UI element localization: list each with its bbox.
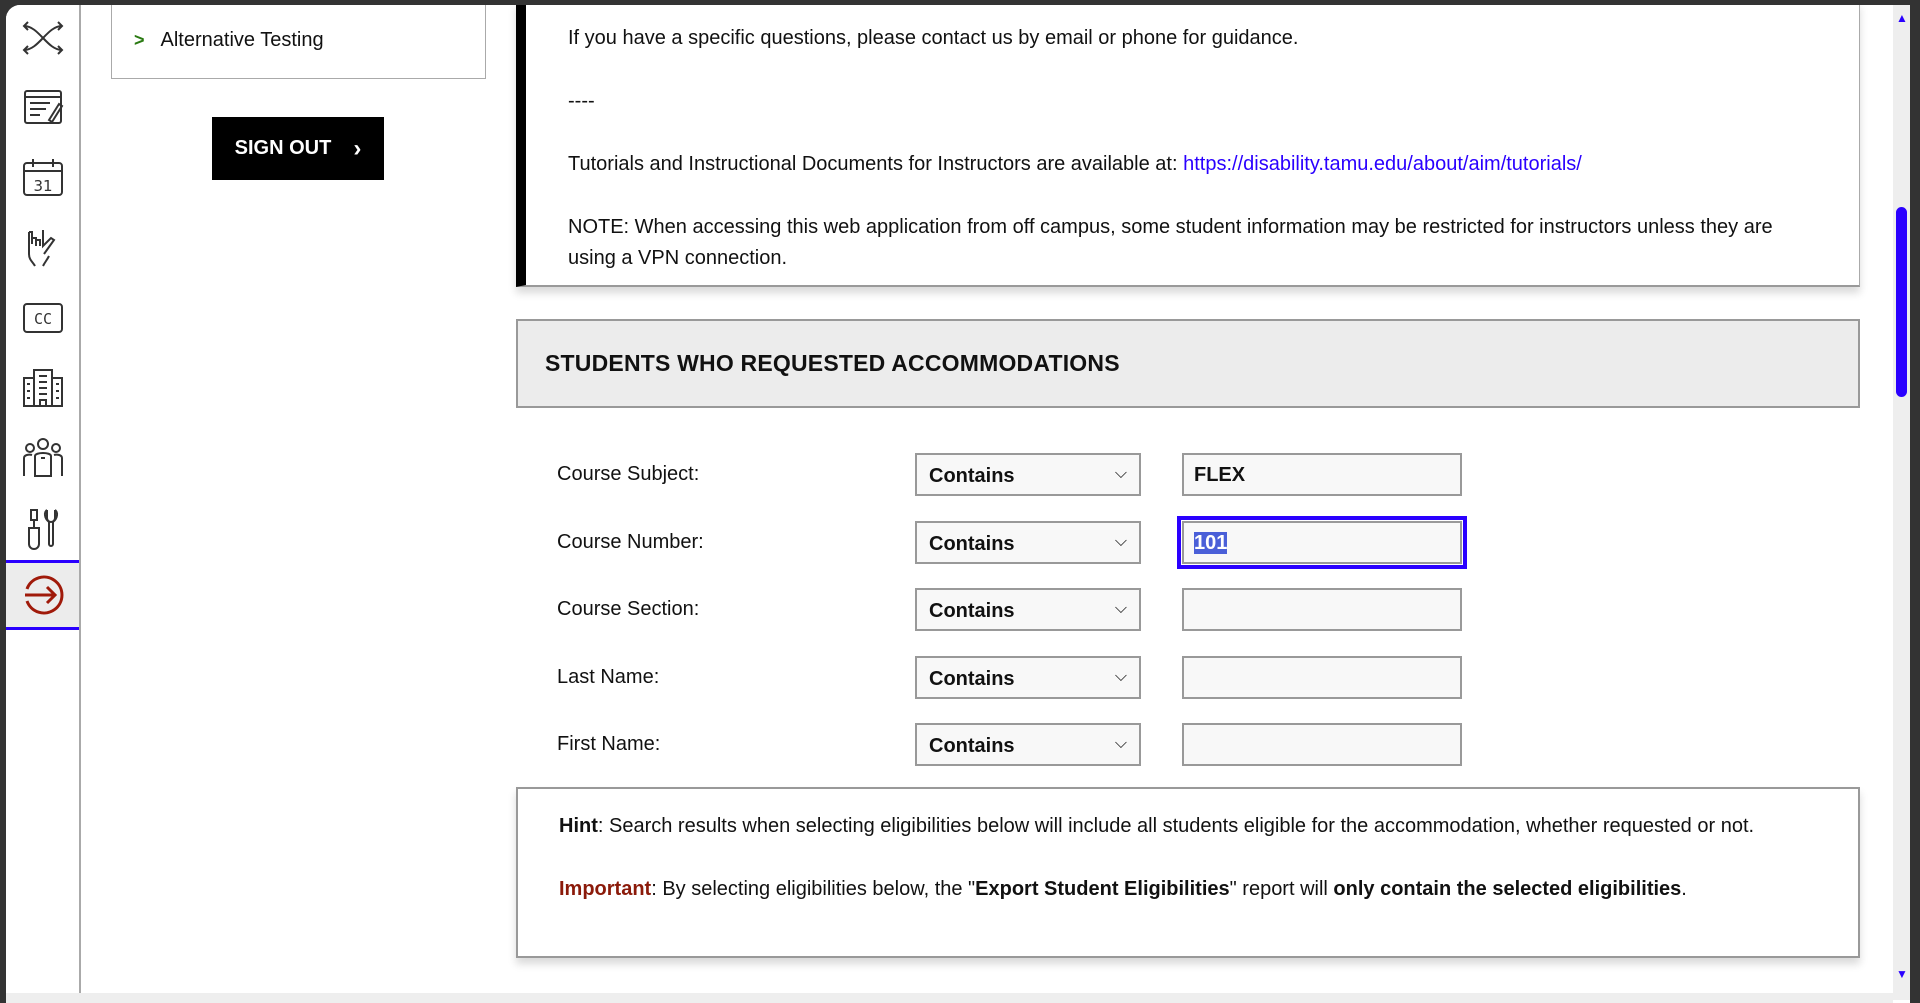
- nav-item-alternative-testing[interactable]: [111, 5, 486, 79]
- rail-item-notes[interactable]: [6, 75, 79, 141]
- instructions-panel: [516, 5, 1860, 287]
- hint-text: [559, 811, 1818, 842]
- last-name-input[interactable]: [1182, 656, 1462, 699]
- shuffle-icon: [21, 16, 65, 60]
- vertical-scrollbar[interactable]: [1893, 5, 1910, 1000]
- filter-row-last-name: [557, 656, 1457, 700]
- calendar-icon: [21, 156, 65, 200]
- chevron-right-icon: >: [134, 29, 145, 50]
- hint-body: : Search results when selecting eligibilities below will include all students eligible for the accommodation, whether requested or not.: [597, 815, 1755, 837]
- input-value: 101: [1194, 532, 1228, 554]
- select-value: Contains: [929, 600, 1015, 622]
- chevron-down-icon: ⌵: [1114, 735, 1127, 752]
- hint-panel: [516, 787, 1860, 958]
- section-title: STUDENTS WHO REQUESTED ACCOMMODATIONS: [545, 350, 1120, 376]
- select-value: Contains: [929, 533, 1015, 555]
- svg-text:CC: CC: [33, 310, 52, 328]
- chevron-down-icon: ⌵: [1114, 600, 1127, 617]
- first-name-input[interactable]: [1182, 723, 1462, 766]
- svg-text:31: 31: [32, 177, 53, 195]
- filter-label: Course Number:: [557, 531, 704, 553]
- chevron-down-icon: ⌵: [1114, 465, 1127, 482]
- filter-label: First Name:: [557, 733, 661, 755]
- separator-text: ----: [568, 90, 595, 112]
- sign-language-icon: [21, 226, 65, 270]
- sign-out-button[interactable]: [212, 117, 384, 180]
- select-value: Contains: [929, 735, 1015, 757]
- filter-row-first-name: [557, 723, 1457, 767]
- scroll-up-arrow-icon[interactable]: ▲: [1896, 11, 1908, 25]
- select-value: Contains: [929, 465, 1015, 487]
- sign-out-label: SIGN OUT: [234, 137, 332, 159]
- vpn-note: NOTE: When accessing this web application from off campus, some student information may be restricted for instructors unless they are using a VPN connection.: [568, 216, 1773, 269]
- icon-sidebar: [6, 5, 81, 1003]
- important-body: : By selecting eligibilities below, the ": [651, 878, 976, 900]
- tutorials-text: [568, 149, 1819, 180]
- horizontal-scrollbar[interactable]: [6, 993, 1893, 1003]
- course-section-input[interactable]: [1182, 588, 1462, 631]
- tutorials-link[interactable]: https://disability.tamu.edu/about/aim/tutorials/: [1183, 153, 1582, 175]
- section-header: [516, 319, 1860, 408]
- operator-select[interactable]: [915, 656, 1141, 699]
- important-label: Important: [559, 878, 652, 900]
- chevron-down-icon: ⌵: [1114, 533, 1127, 550]
- chevron-down-icon: ⌵: [1114, 668, 1127, 685]
- sign-out-icon: [21, 573, 65, 617]
- select-value: Contains: [929, 668, 1015, 690]
- operator-select[interactable]: [915, 521, 1141, 564]
- course-number-input[interactable]: [1182, 521, 1462, 564]
- important-text: [559, 874, 1818, 905]
- scrollbar-thumb[interactable]: [1896, 207, 1907, 397]
- browser-viewport: [6, 5, 1910, 1003]
- rail-item-calendar[interactable]: [6, 145, 79, 211]
- important-emphasis: only contain the selected eligibilities: [1333, 878, 1682, 900]
- rail-item-building[interactable]: [6, 355, 79, 421]
- rail-item-captioning[interactable]: [6, 285, 79, 351]
- building-icon: [21, 366, 65, 410]
- rail-item-group[interactable]: [6, 425, 79, 491]
- operator-select[interactable]: [915, 723, 1141, 766]
- group-icon: [21, 436, 65, 480]
- chevron-right-icon: ›: [353, 134, 362, 162]
- nav-item-label: Alternative Testing: [160, 28, 324, 51]
- input-value: FLEX: [1194, 464, 1246, 486]
- rail-item-shuffle[interactable]: [6, 5, 79, 71]
- tools-icon: [21, 506, 65, 550]
- notes-edit-icon: [21, 86, 65, 130]
- filter-label: Course Subject:: [557, 463, 700, 485]
- filter-label: Last Name:: [557, 666, 660, 688]
- contact-text: If you have a specific questions, please contact us by email or phone for guidance.: [568, 27, 1299, 49]
- operator-select[interactable]: [915, 588, 1141, 631]
- filter-row-course-number: [557, 521, 1457, 565]
- rail-item-sign-language[interactable]: [6, 215, 79, 281]
- rail-item-sign-out[interactable]: [6, 560, 79, 630]
- operator-select[interactable]: [915, 453, 1141, 496]
- hint-label: Hint: [559, 815, 598, 837]
- scroll-down-arrow-icon[interactable]: ▼: [1896, 967, 1908, 981]
- filter-row-course-subject: [557, 453, 1457, 497]
- course-subject-input[interactable]: [1182, 453, 1462, 496]
- tutorials-label: Tutorials and Instructional Documents for Instructors are available at:: [568, 153, 1184, 175]
- important-body: .: [1681, 878, 1687, 900]
- report-name: Export Student Eligibilities: [975, 878, 1230, 900]
- filter-row-course-section: [557, 588, 1457, 632]
- closed-caption-icon: [21, 296, 65, 340]
- filter-label: Course Section:: [557, 598, 700, 620]
- important-body: " report will: [1229, 878, 1334, 900]
- rail-item-tools[interactable]: [6, 495, 79, 561]
